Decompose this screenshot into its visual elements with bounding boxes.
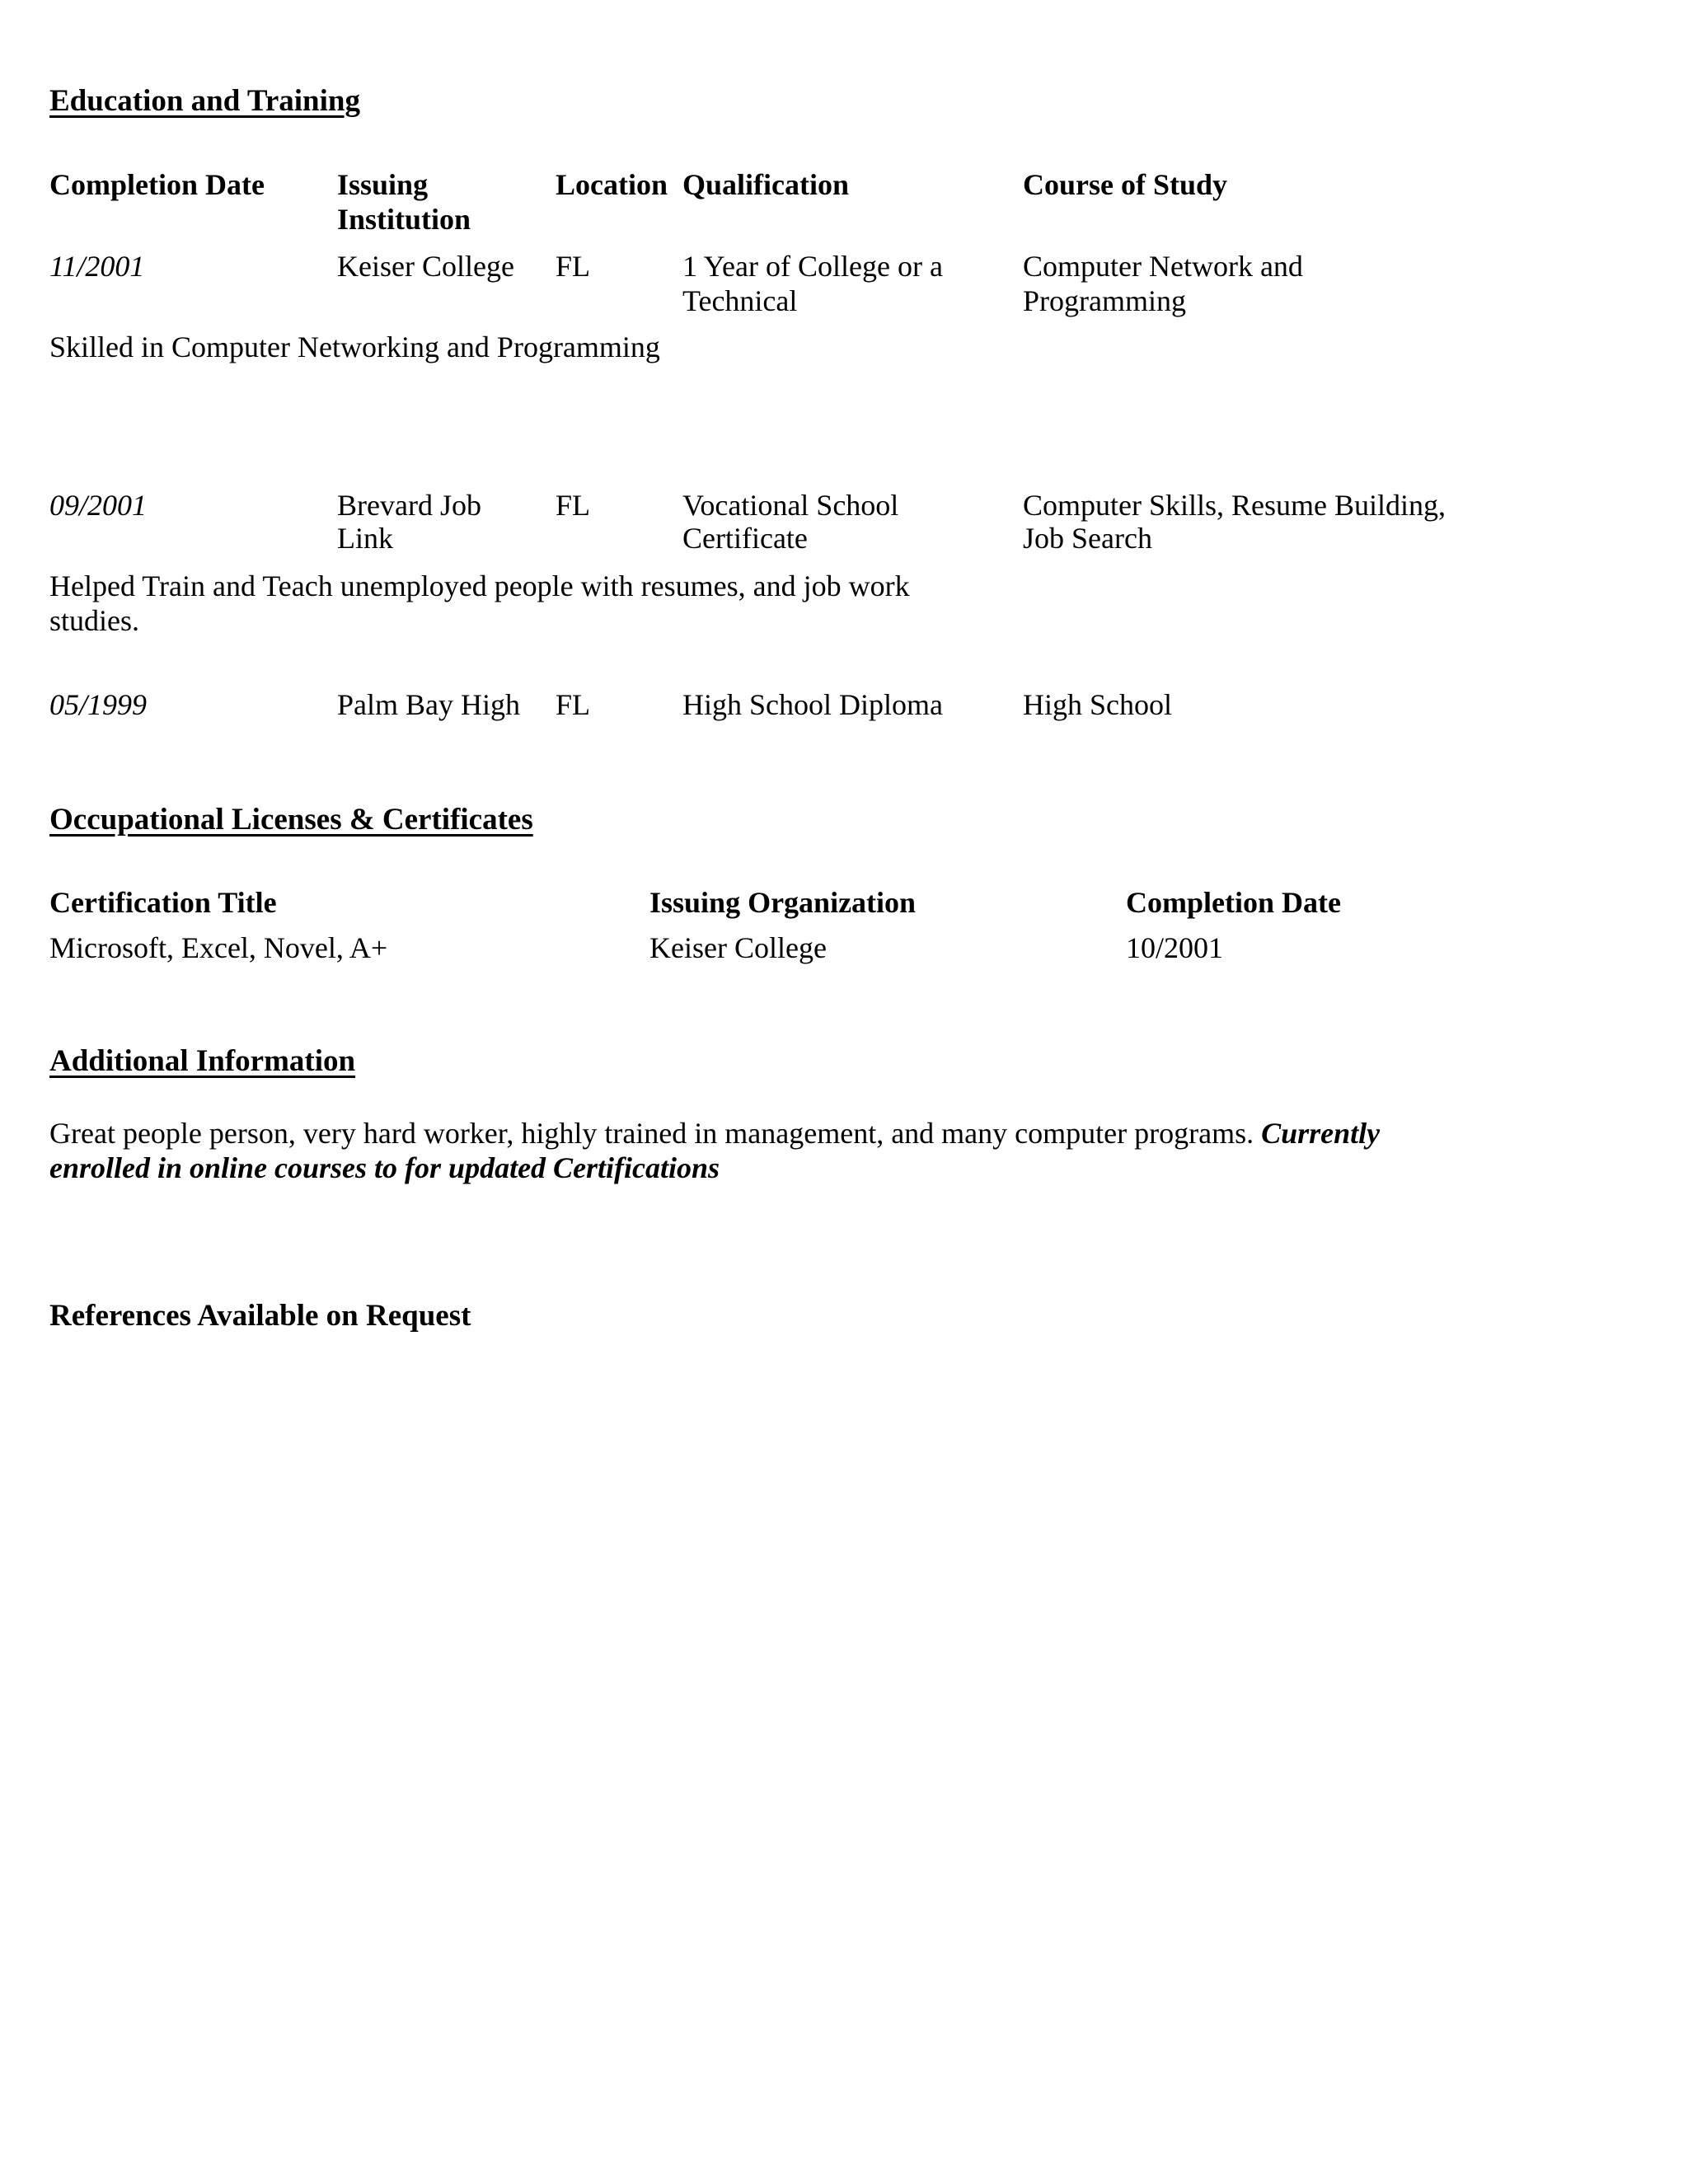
entry-note: Helped Train and Teach unemployed people with resumes, and job work bbox=[49, 569, 910, 602]
col-certification-title: Certification Title bbox=[49, 886, 277, 919]
entry-qualification: Vocational School bbox=[682, 489, 899, 522]
license-title: Microsoft, Excel, Novel, A+ bbox=[49, 931, 388, 964]
entry-qualification: 1 Year of College or a bbox=[682, 250, 943, 283]
education-heading: Education and Training bbox=[49, 84, 360, 118]
additional-text bbox=[49, 1116, 1380, 1151]
col-issuing-line2: Institution bbox=[337, 203, 471, 236]
entry-course-line2: Programming bbox=[1023, 284, 1186, 317]
col-course-of-study: Course of Study bbox=[1023, 168, 1228, 201]
additional-text-emphasis: Currently bbox=[1261, 1117, 1381, 1150]
entry-institution-line2: Link bbox=[337, 522, 393, 555]
entry-date: 11/2001 bbox=[49, 250, 145, 283]
entry-note-line2: studies. bbox=[49, 604, 140, 637]
entry-qualification: High School Diploma bbox=[682, 688, 943, 721]
entry-course: High School bbox=[1023, 688, 1173, 721]
entry-qualification-line2: Technical bbox=[682, 284, 798, 317]
license-completion-date: 10/2001 bbox=[1126, 931, 1224, 964]
additional-text-plain: Great people person, very hard worker, highly trained in management, and many computer programs. bbox=[49, 1117, 1254, 1150]
col-issuing-line1: Issuing bbox=[337, 168, 429, 201]
entry-note: Skilled in Computer Networking and Programming bbox=[49, 330, 660, 363]
additional-heading: Additional Information bbox=[49, 1044, 356, 1078]
entry-location: FL bbox=[556, 250, 591, 283]
entry-course: Computer Skills, Resume Building, bbox=[1023, 489, 1447, 522]
entry-qualification-line2: Certificate bbox=[682, 522, 808, 555]
entry-course: Computer Network and bbox=[1023, 250, 1303, 283]
entry-course-line2: Job Search bbox=[1023, 522, 1152, 555]
entry-date: 05/1999 bbox=[49, 688, 148, 721]
entry-institution: Keiser College bbox=[337, 250, 514, 283]
entry-institution: Brevard Job bbox=[337, 489, 481, 522]
license-organization: Keiser College bbox=[649, 931, 827, 964]
col-qualification: Qualification bbox=[682, 168, 850, 201]
entry-location: FL bbox=[556, 688, 591, 721]
entry-date: 09/2001 bbox=[49, 489, 148, 522]
entry-institution: Palm Bay High bbox=[337, 688, 520, 721]
entry-location: FL bbox=[556, 489, 591, 522]
additional-text-emphasis-line2: enrolled in online courses to for updated Certifications bbox=[49, 1151, 720, 1184]
col-location: Location bbox=[556, 168, 668, 201]
licenses-heading: Occupational Licenses & Certificates bbox=[49, 803, 533, 837]
references-text: References Available on Request bbox=[49, 1299, 471, 1333]
col-completion-date: Completion Date bbox=[49, 168, 265, 201]
col-license-completion-date: Completion Date bbox=[1126, 886, 1341, 919]
col-issuing-organization: Issuing Organization bbox=[649, 886, 917, 919]
